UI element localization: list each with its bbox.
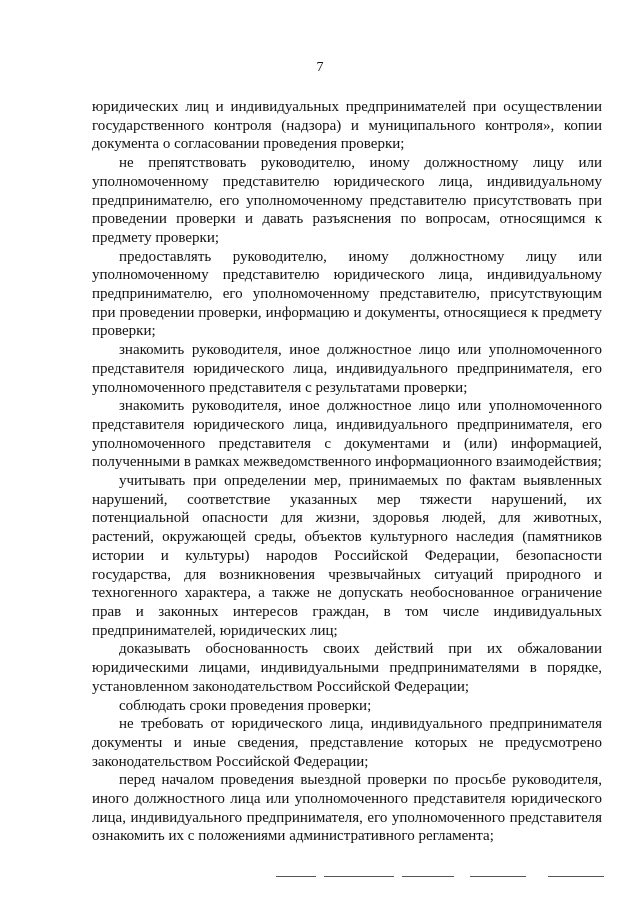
paragraph: знакомить руководителя, иное должностное лицо или уполномоченного представителя юридического лица, индивидуального предпринимателя, его уполномоченного представителя с результатами проверки; <box>92 342 602 396</box>
paragraph: соблюдать сроки проведения проверки; <box>119 697 372 714</box>
paragraph: перед началом проведения выездной проверки по просьбе руководителя, иного должностного лица или уполномоченного представителя юридического лица, индивидуального предпринимателя, его уполномоченного представителя ознакомить их с положениями административного регламента; <box>92 772 602 845</box>
document-body <box>92 98 602 846</box>
footer-rule <box>402 876 454 877</box>
paragraph: не препятствовать руководителю, иному должностному лицу или уполномоченному представителю юридического лица, индивидуальному предпринимателю, его уполномоченному представителю присутствовать при проведении проверки и давать разъяснения по вопросам, относящимся к предмету проверки; <box>92 155 602 246</box>
paragraph-continued: юридических лиц и индивидуальных предпринимателей при осуществлении государственного контроля (надзора) и муниципального контроля», копии документа о согласовании проведения проверки; <box>92 99 602 153</box>
paragraph: доказывать обоснованность своих действий при их обжаловании юридическими лицами, индивидуальными предпринимателями в порядке, установленном законодательством Российской Федерации; <box>92 641 602 695</box>
footer-rule <box>548 876 604 877</box>
footer-rule <box>324 876 394 877</box>
paragraph: не требовать от юридического лица, индивидуального предпринимателя документы и иные сведения, представление которых не предусмотрено законодательством Российской Федерации; <box>92 716 602 770</box>
footer-rule <box>276 876 316 877</box>
paragraph: учитывать при определении мер, принимаемых по фактам выявленных нарушений, соответствие указанных мер тяжести нарушений, их потенциальной опасности для жизни, здоровья людей, для животных, растений, окружающей среды, объектов культурного наследия (памятников истории и культуры) народов Российской Федерации, безопасности государства, для возникновения чрезвычайных ситуаций природного и техногенного характера, а также не допускать необоснованное ограничение прав и законных интересов граждан, в том числе индивидуальных предпринимателей, юридических лиц; <box>92 473 602 639</box>
paragraph: предоставлять руководителю, иному должностному лицу или уполномоченному представителю юридического лица, индивидуальному предпринимателю, его уполномоченному представителю, присутствующим при проведении проверки, информацию и документы, относящиеся к предмету проверки; <box>92 248 602 340</box>
page-number: 7 <box>316 60 324 75</box>
paragraph: знакомить руководителя, иное должностное лицо или уполномоченного представителя юридического лица, индивидуального предпринимателя, его уполномоченного представителя с документами и (или) информацией, полученными в рамках межведомственного информационного взаимодействия; <box>92 398 602 471</box>
footer-rule <box>470 876 526 877</box>
